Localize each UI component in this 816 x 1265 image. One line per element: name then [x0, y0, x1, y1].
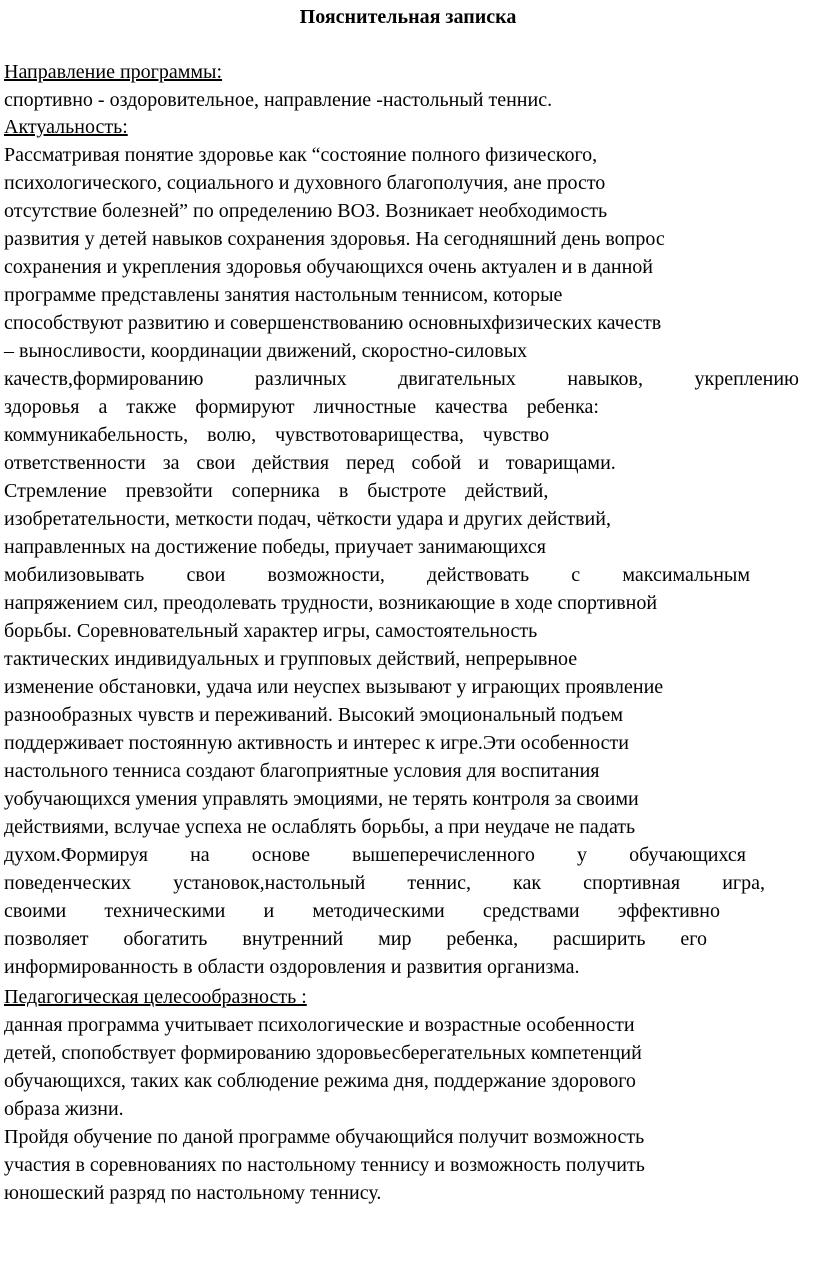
text-line: – выносливости, координации движений, скоростно-силовых	[4, 340, 528, 362]
text-line: мобилизовывать свои возможности, действовать с максимальным	[4, 564, 750, 586]
text-line: тактических индивидуальных и групповых действий, непрерывное	[4, 648, 578, 670]
direction-heading: Направление программы:	[4, 61, 223, 83]
text-line: ответственности за свои действия перед собой и товарищами.	[4, 452, 616, 474]
text-line: настольного тенниса создают благоприятные условия для воспитания	[4, 760, 600, 782]
text-line: образа жизни.	[4, 1098, 124, 1120]
direction-text: спортивно - оздоровительное, направление -настольный теннис.	[4, 89, 553, 111]
text-line: развития у детей навыков сохранения здоровья. На сегодняшний день вопрос	[4, 228, 665, 250]
text-line: психологического, социального и духовного благополучия, ане просто	[4, 172, 606, 194]
text-line: своими техническими и методическими средствами эффективно	[4, 900, 720, 922]
text-line: здоровья а также формируют личностные качества ребенка:	[4, 396, 599, 418]
text-line: данная программа учитывает психологические и возрастные особенности	[4, 1014, 635, 1036]
text-line: программе представлены занятия настольным теннисом, которые	[4, 284, 563, 306]
text-line: действиями, вслучае успеха не ослаблять борьбы, а при неудаче не падать	[4, 816, 636, 838]
text-line: поведенческих установок,настольный теннис, как спортивная игра,	[4, 872, 765, 894]
text-line: изобретательности, меткости подач, чёткости удара и других действий,	[4, 508, 611, 530]
text-line: Пройдя обучение по даной программе обучающийся получит возможность	[4, 1126, 645, 1148]
text-line: информированность в области оздоровления и развития организма.	[4, 956, 580, 978]
text-line: поддерживает постоянную активность и интерес к игре.Эти особенности	[4, 732, 629, 754]
text-line: коммуникабельность, волю, чувствотоварищества, чувство	[4, 424, 550, 446]
text-line: способствуют развитию и совершенствованию основныхфизических качеств	[4, 312, 662, 334]
pedagogy-heading: Педагогическая целесообразность :	[4, 986, 307, 1008]
text-line: отсутствие болезней” по определению ВОЗ. Возникает необходимость	[4, 200, 608, 222]
text-line: качеств,формированию различных двигательных навыков, укреплению	[4, 368, 799, 390]
text-line: напряжением сил, преодолевать трудности, возникающие в ходе спортивной	[4, 592, 658, 614]
text-line: духом.Формируя на основе вышеперечисленного у обучающихся	[4, 844, 746, 866]
text-line: направленных на достижение победы, приучает занимающихся	[4, 536, 546, 558]
text-line: позволяет обогатить внутренний мир ребенка, расширить его	[4, 928, 707, 950]
text-line: борьбы. Соревновательный характер игры, самостоятельность	[4, 620, 538, 642]
text-line: юношеский разряд по настольному теннису.	[4, 1182, 382, 1204]
text-line: детей, спопобствует формированию здоровьесберегательных компетенций	[4, 1042, 642, 1064]
text-line: разнообразных чувств и переживаний. Высокий эмоциональный подъем	[4, 704, 623, 726]
document-title: Пояснительная записка	[299, 6, 517, 28]
relevance-heading: Актуальность:	[4, 116, 128, 138]
text-line: изменение обстановки, удача или неуспех вызывают у играющих проявление	[4, 676, 664, 698]
text-line: обучающихся, таких как соблюдение режима дня, поддержание здорового	[4, 1070, 636, 1092]
text-line: сохранения и укрепления здоровья обучающихся очень актуален и в данной	[4, 256, 653, 278]
text-line: Рассматривая понятие здоровье как “состояние полного физического,	[4, 144, 598, 166]
text-line: участия в соревнованиях по настольному теннису и возможность получить	[4, 1154, 645, 1176]
text-line: Стремление превзойти соперника в быстроте действий,	[4, 480, 549, 502]
text-line: уобучающихся умения управлять эмоциями, не терять контроля за своими	[4, 788, 639, 810]
